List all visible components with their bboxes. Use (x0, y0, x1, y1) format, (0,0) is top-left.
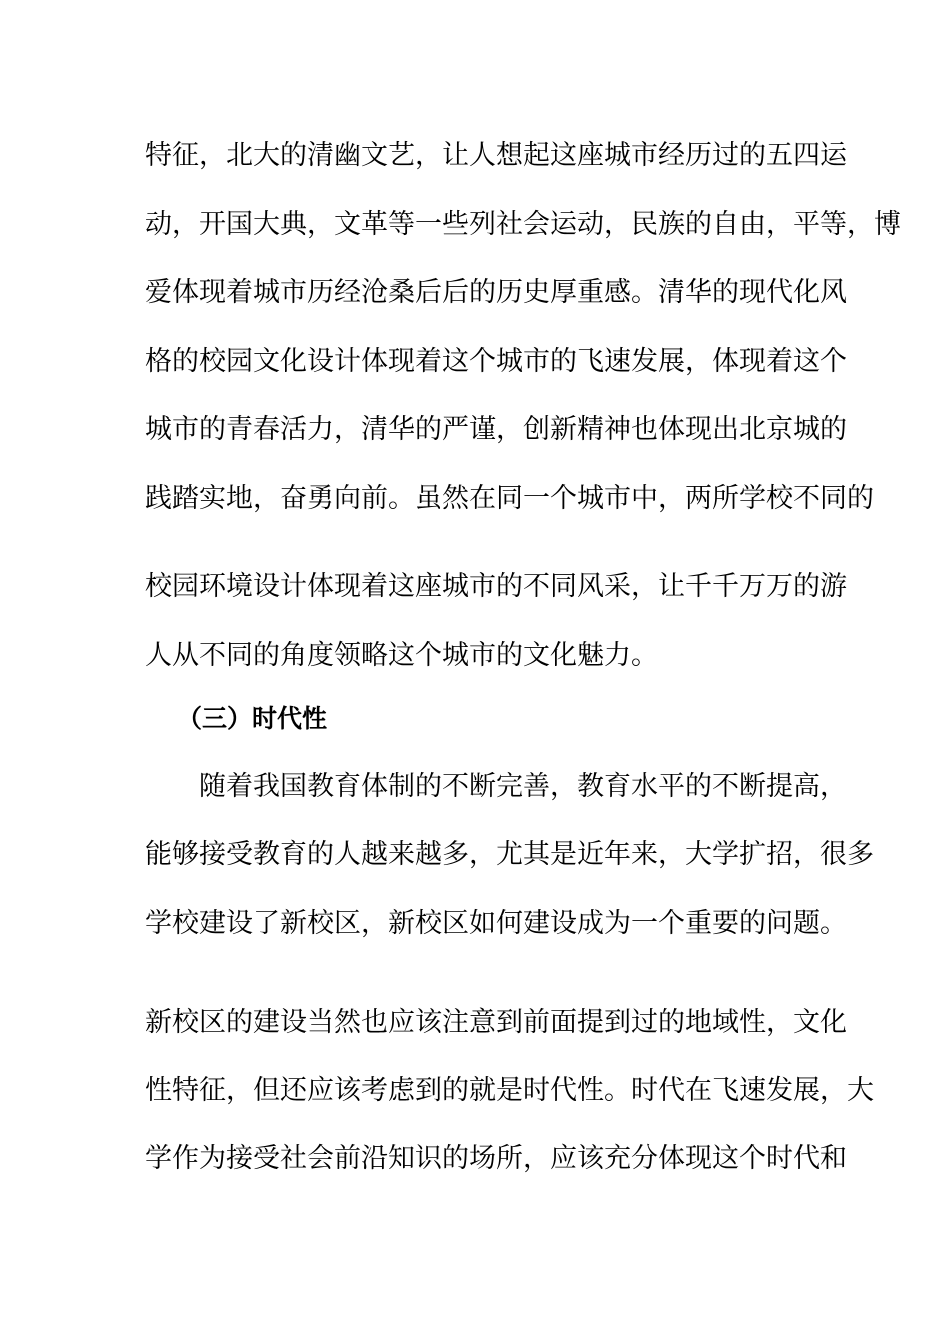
text-line: 践踏实地，奋勇向前。虽然在同一个城市中，两所学校不同的 (145, 483, 874, 514)
text-line: 校园环境设计体现着这座城市的不同风采，让千千万万的游 (145, 571, 847, 602)
text-line: 随着我国教育体制的不断完善，教育水平的不断提高， (199, 771, 847, 802)
text-line: 能够接受教育的人越来越多，尤其是近年来，大学扩招，很多 (145, 839, 874, 870)
section-heading: （三）时代性 (177, 704, 328, 733)
text-line: 动，开国大典，文革等一些列社会运动，民族的自由，平等，博 (145, 209, 901, 240)
text-line: 新校区的建设当然也应该注意到前面提到过的地域性，文化 (145, 1007, 847, 1038)
text-line: 学作为接受社会前沿知识的场所，应该充分体现这个时代和 (145, 1143, 847, 1174)
text-line: 学校建设了新校区，新校区如何建设成为一个重要的问题。 (145, 908, 847, 939)
text-line: 格的校园文化设计体现着这个城市的飞速发展，体现着这个 (145, 346, 847, 377)
text-line: 人从不同的角度领略这个城市的文化魅力。 (145, 640, 658, 671)
text-line: 特征，北大的清幽文艺，让人想起这座城市经历过的五四运 (145, 140, 847, 171)
text-line: 性特征，但还应该考虑到的就是时代性。时代在飞速发展，大 (145, 1075, 874, 1106)
text-line: 爱体现着城市历经沧桑后后的历史厚重感。清华的现代化风 (145, 277, 847, 308)
text-line: 城市的青春活力，清华的严谨，创新精神也体现出北京城的 (145, 414, 847, 445)
